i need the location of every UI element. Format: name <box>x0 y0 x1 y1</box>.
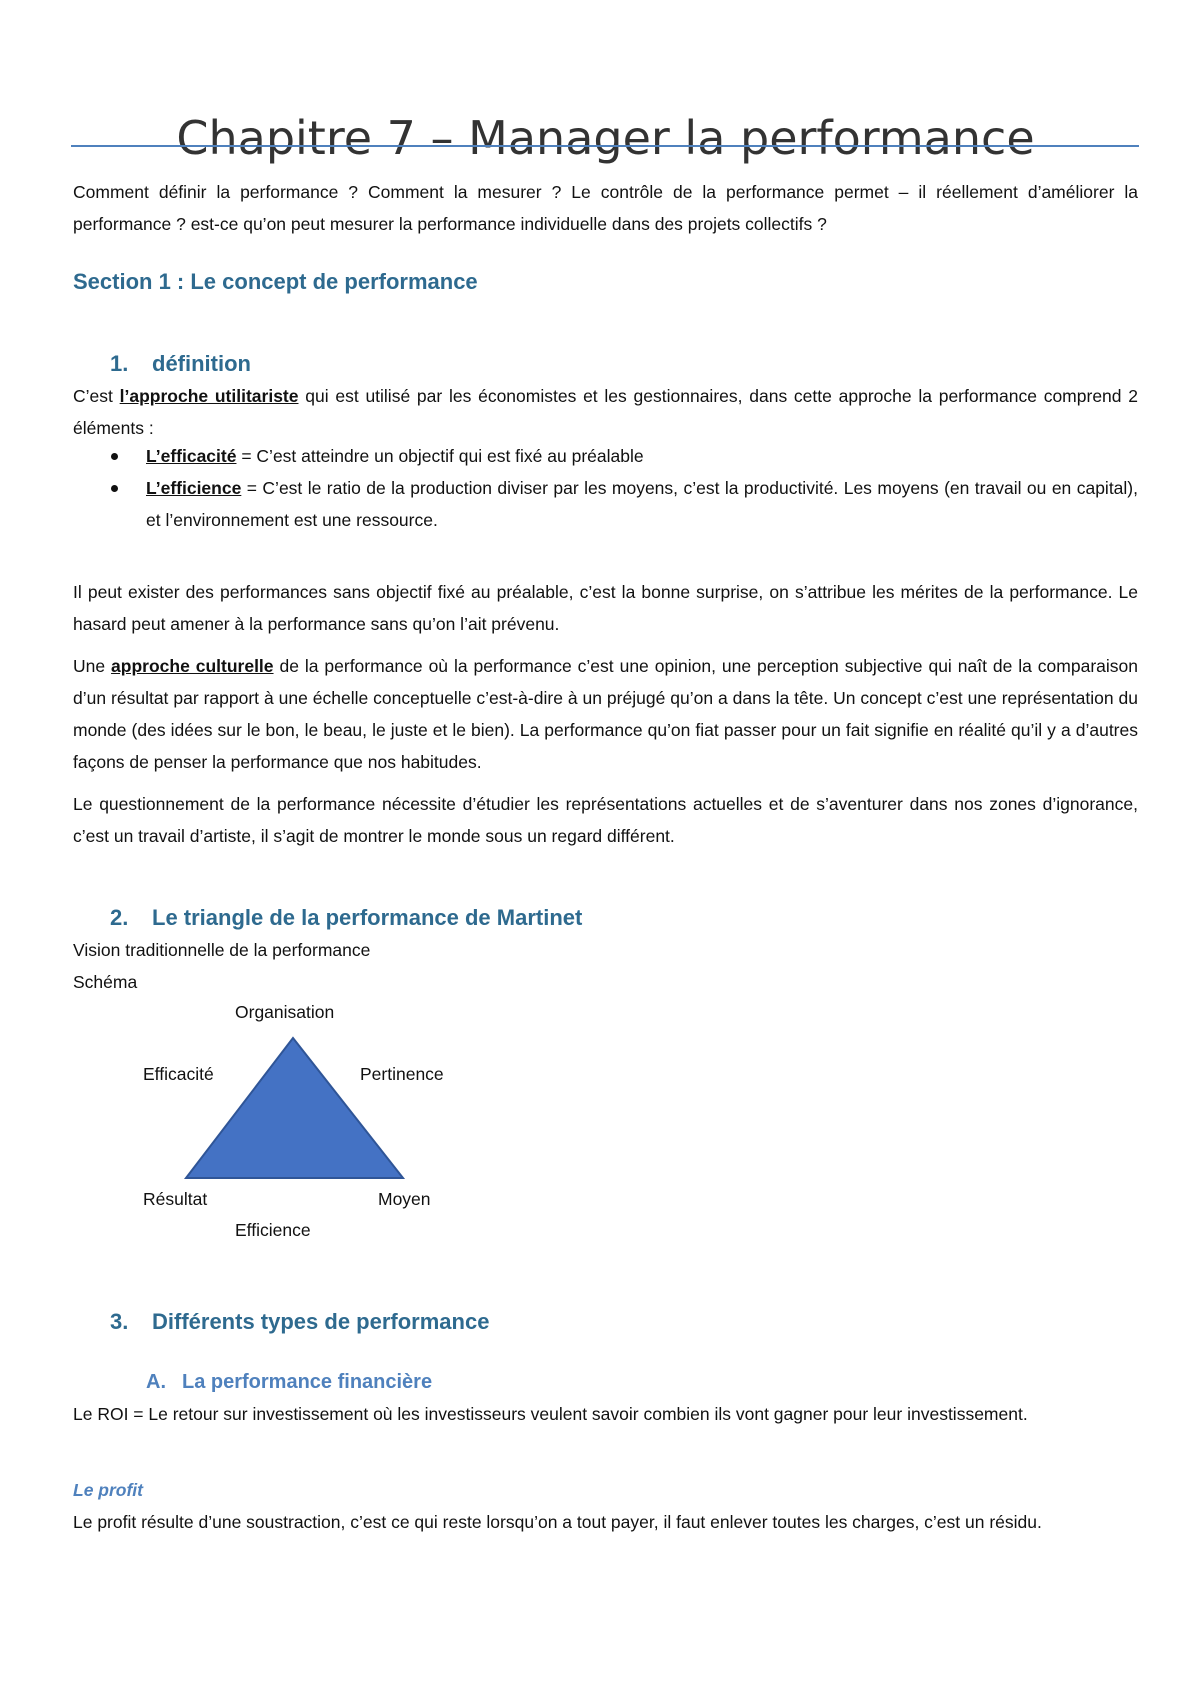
heading-number: 3. <box>110 1309 129 1334</box>
heading-letter: A. <box>146 1371 166 1393</box>
profit-heading: Le profit <box>73 1480 143 1500</box>
term-efficience: L’efficience <box>146 478 242 498</box>
label-pertinence: Pertinence <box>360 1064 444 1084</box>
label-efficience: Efficience <box>235 1220 311 1240</box>
triangle-line-2: Schéma <box>73 972 138 992</box>
list-item-text: = C’est atteindre un objectif qui est fixé au préalable <box>236 446 644 466</box>
performance-triangle-diagram <box>73 996 493 1246</box>
list-item <box>73 440 1138 472</box>
title-underline <box>71 145 1139 147</box>
definition-paragraph-3 <box>73 650 1138 778</box>
text-run: qui est utilisé par les économistes et les gestionnaires, dans cette approche la performance comprend 2 éléments : <box>73 386 1138 438</box>
elements-list <box>73 440 1138 536</box>
heading-text: Le triangle de la performance de Martinet <box>152 905 583 930</box>
profit-paragraph: Le profit résulte d’une soustraction, c’est ce qui reste lorsqu’on a tout payer, il faut enlever toutes les charges, c’est un résidu. <box>73 1512 1042 1532</box>
text-run: de la performance où la performance c’est une opinion, une perception subjective qui naît de la comparaison d’un résultat par rapport à une échelle conceptuelle c’est-à-dire à un préjugé qu’on a dans la tête. Un concept c’est une représentation du monde (des idées sur le bon, le beau, le juste et le bien). La performance qu’on fiat passer pour un fait signifie en réalité qu’il y a d’autres façons de penser la performance que nos habitudes. <box>73 656 1138 772</box>
heading-financial-performance <box>73 1366 1200 1398</box>
definition-paragraph-1 <box>73 380 1138 444</box>
label-resultat: Résultat <box>143 1189 208 1209</box>
keyword-utilitarian-approach: l’approche utilitariste <box>119 386 299 406</box>
heading-number: 2. <box>110 905 129 930</box>
term-efficacite: L’efficacité <box>146 446 237 466</box>
heading-definition <box>73 348 1175 380</box>
heading-text: La performance financière <box>182 1371 433 1393</box>
document-title: Chapitre 7 – Manager la performance <box>176 110 1035 165</box>
section-1-heading: Section 1 : Le concept de performance <box>73 269 478 294</box>
bullet-icon <box>111 485 118 492</box>
intro-paragraph: Comment définir la performance ? Comment la mesurer ? Le contrôle de la performance permet – il réellement d’améliorer la performance ? est-ce qu’on peut mesurer la performance individuelle dans des projets collectifs ? <box>73 182 1138 234</box>
list-item <box>73 472 1138 536</box>
label-efficacite: Efficacité <box>143 1064 214 1084</box>
definition-paragraph-2: Il peut exister des performances sans objectif fixé au préalable, c’est la bonne surprise, on s’attribue les mérites de la performance. Le hasard peut amener à la performance sans qu’on l’ait prévenu. <box>73 582 1138 634</box>
keyword-cultural-approach: approche culturelle <box>111 656 274 676</box>
heading-number: 1. <box>110 351 129 376</box>
definition-paragraph-4: Le questionnement de la performance nécessite d’étudier les représentations actuelles et de s’aventurer dans nos zones d’ignorance, c’est un travail d’artiste, il s’agit de montrer le monde sous un regard différent. <box>73 794 1138 846</box>
list-item-text: = C’est le ratio de la production diviser par les moyens, c’est la productivité. Les moyens (en travail ou en capital), et l’environnement est une ressource. <box>146 478 1138 530</box>
triangle-polygon <box>186 1038 403 1178</box>
text-run: Une <box>73 656 112 676</box>
label-moyen: Moyen <box>378 1189 431 1209</box>
heading-text: Différents types de performance <box>152 1309 490 1334</box>
heading-types <box>73 1306 1175 1338</box>
roi-paragraph: Le ROI = Le retour sur investissement où les investisseurs veulent savoir combien ils vont gagner pour leur investissement. <box>73 1404 1028 1424</box>
bullet-icon <box>111 453 118 460</box>
heading-text: définition <box>152 351 251 376</box>
heading-triangle <box>73 902 1175 934</box>
triangle-line-1: Vision traditionnelle de la performance <box>73 940 371 960</box>
text-run: C’est <box>73 386 120 406</box>
label-organisation: Organisation <box>235 1002 335 1022</box>
